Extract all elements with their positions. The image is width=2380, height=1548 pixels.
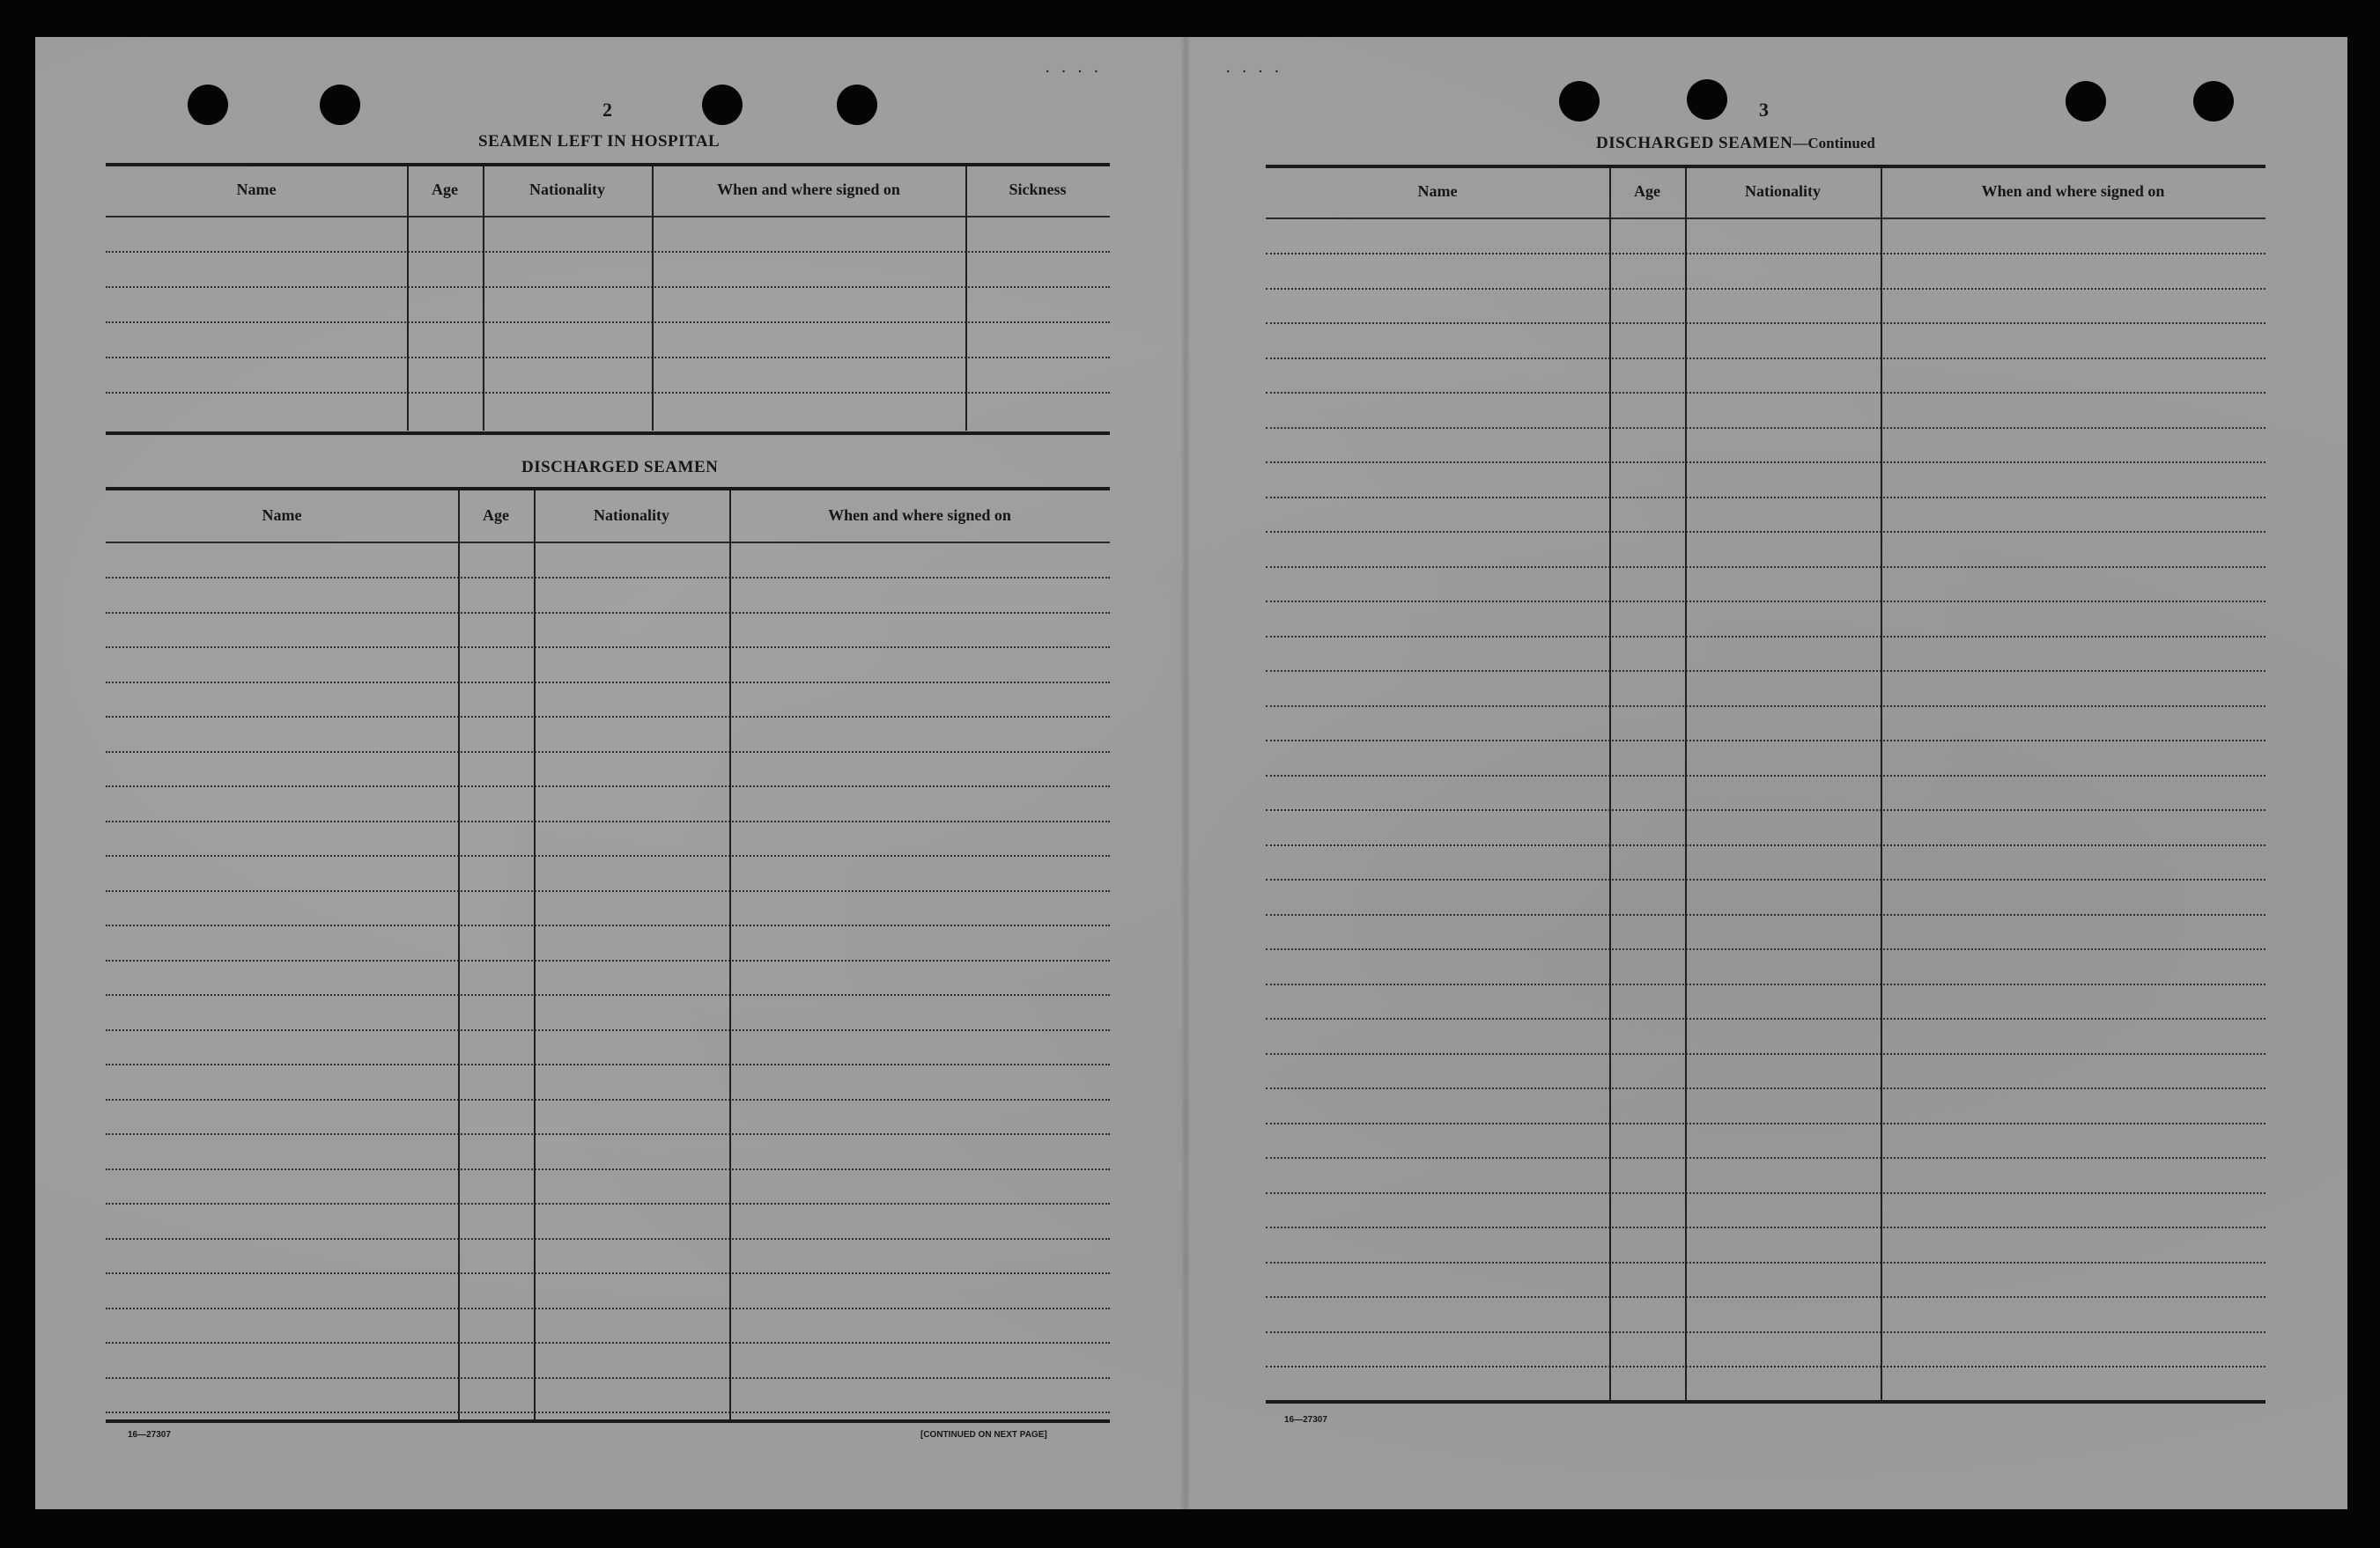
- entry-row-line: [1266, 1157, 2265, 1159]
- punch-hole: [2193, 81, 2234, 122]
- col-header-sickness: Sickness: [1009, 181, 1067, 198]
- entry-row-line: [1266, 844, 2265, 846]
- entry-row-line: [106, 716, 1110, 718]
- punch-hole: [1687, 79, 1727, 120]
- punch-hole: [2066, 81, 2106, 122]
- col-header-age: Age: [432, 181, 458, 198]
- entry-row-line: [106, 855, 1110, 857]
- entry-row-line: [1266, 566, 2265, 568]
- entry-row-line: [1266, 392, 2265, 394]
- entry-row-line: [106, 1203, 1110, 1205]
- entry-row-line: [1266, 1262, 2265, 1264]
- punch-hole: [702, 85, 743, 125]
- entry-row-line: [106, 1064, 1110, 1065]
- entry-row-line: [106, 1272, 1110, 1274]
- perforation-marks: ····: [1224, 65, 1290, 79]
- entry-row-line: [106, 785, 1110, 787]
- entry-row-line: [1266, 984, 2265, 985]
- entry-row-line: [1266, 1123, 2265, 1124]
- entry-row-line: [1266, 1087, 2265, 1089]
- col-header-name: Name: [1417, 182, 1458, 200]
- entry-row-line: [1266, 914, 2265, 916]
- entry-row-line: [1266, 879, 2265, 881]
- entry-row-line: [1266, 601, 2265, 602]
- entry-row-line: [1266, 531, 2265, 533]
- entry-row-line: [1266, 288, 2265, 290]
- entry-row-line: [1266, 497, 2265, 498]
- entry-row-line: [1266, 1331, 2265, 1333]
- entry-row-line: [1266, 1018, 2265, 1020]
- hospital-section-title: SEAMEN LEFT IN HOSPITAL: [478, 132, 721, 151]
- entry-row-line: [1266, 427, 2265, 429]
- entry-row-line: [1266, 740, 2265, 741]
- entry-row-line: [1266, 636, 2265, 638]
- entry-row-line: [106, 1029, 1110, 1031]
- entry-row-line: [1266, 461, 2265, 463]
- perforation-marks: ····: [1044, 65, 1109, 79]
- col-header-signed-on: When and where signed on: [717, 181, 900, 198]
- entry-row-line: [1266, 1296, 2265, 1298]
- col-header-name: Name: [262, 506, 302, 524]
- entry-row-line: [106, 577, 1110, 579]
- entry-row-line: [1266, 1227, 2265, 1228]
- punch-hole: [320, 85, 360, 125]
- col-header-signed-on: When and where signed on: [828, 506, 1011, 524]
- discharged-section-title: DISCHARGED SEAMEN: [521, 458, 719, 476]
- discharged-table: [106, 487, 1110, 1425]
- right-page-number: 3: [1759, 99, 1769, 121]
- entry-row-line: [106, 1308, 1110, 1309]
- right-section-title-continued: —Continued: [1792, 135, 1875, 151]
- entry-row-line: [1266, 253, 2265, 254]
- right-section-title: [1596, 134, 1875, 153]
- col-header-signed-on: When and where signed on: [1981, 182, 2165, 200]
- page-fold: [1180, 37, 1191, 1509]
- entry-row-line: [1266, 809, 2265, 811]
- entry-row-line: [106, 890, 1110, 892]
- punch-hole: [837, 85, 877, 125]
- right-form-number: 16—27307: [1284, 1415, 1327, 1425]
- col-header-age: Age: [483, 506, 509, 524]
- entry-row-line: [1266, 670, 2265, 672]
- entry-row-line: [1266, 358, 2265, 359]
- entry-row-line: [1266, 705, 2265, 707]
- entry-row-line: [106, 925, 1110, 926]
- entry-row-line: [106, 960, 1110, 962]
- col-header-nationality: Nationality: [528, 181, 605, 198]
- col-header-nationality: Nationality: [1744, 182, 1821, 200]
- entry-row-line: [106, 1168, 1110, 1170]
- col-header-name: Name: [236, 181, 277, 198]
- entry-row-line: [106, 1342, 1110, 1344]
- entry-row-line: [1266, 1366, 2265, 1367]
- entry-row-line: [106, 1377, 1110, 1379]
- entry-row-line: [106, 682, 1110, 683]
- punch-hole: [1559, 81, 1600, 122]
- left-form-number: 16—27307: [128, 1430, 171, 1440]
- entry-row-line: [1266, 322, 2265, 324]
- entry-row-line: [106, 821, 1110, 822]
- entry-row-line: [1266, 775, 2265, 777]
- continued-note: [CONTINUED ON NEXT PAGE]: [920, 1430, 1047, 1440]
- entry-row-line: [106, 1133, 1110, 1135]
- left-page-number: 2: [602, 99, 612, 121]
- discharged-continued-table: [1266, 165, 2265, 1406]
- right-section-title-main: DISCHARGED SEAMEN: [1596, 134, 1793, 152]
- entry-row-line: [106, 1099, 1110, 1101]
- entry-row-line: [106, 612, 1110, 614]
- entry-row-line: [106, 646, 1110, 648]
- entry-row-line: [106, 751, 1110, 753]
- entry-row-line: [1266, 948, 2265, 950]
- entry-row-line: [1266, 1192, 2265, 1194]
- entry-row-line: [106, 1238, 1110, 1240]
- entry-row-line: [106, 994, 1110, 996]
- col-header-age: Age: [1634, 182, 1660, 200]
- entry-row-line: [1266, 1053, 2265, 1055]
- hospital-table: [106, 163, 1110, 436]
- punch-hole: [188, 85, 228, 125]
- col-header-nationality: Nationality: [593, 506, 669, 524]
- entry-row-line: [106, 1412, 1110, 1413]
